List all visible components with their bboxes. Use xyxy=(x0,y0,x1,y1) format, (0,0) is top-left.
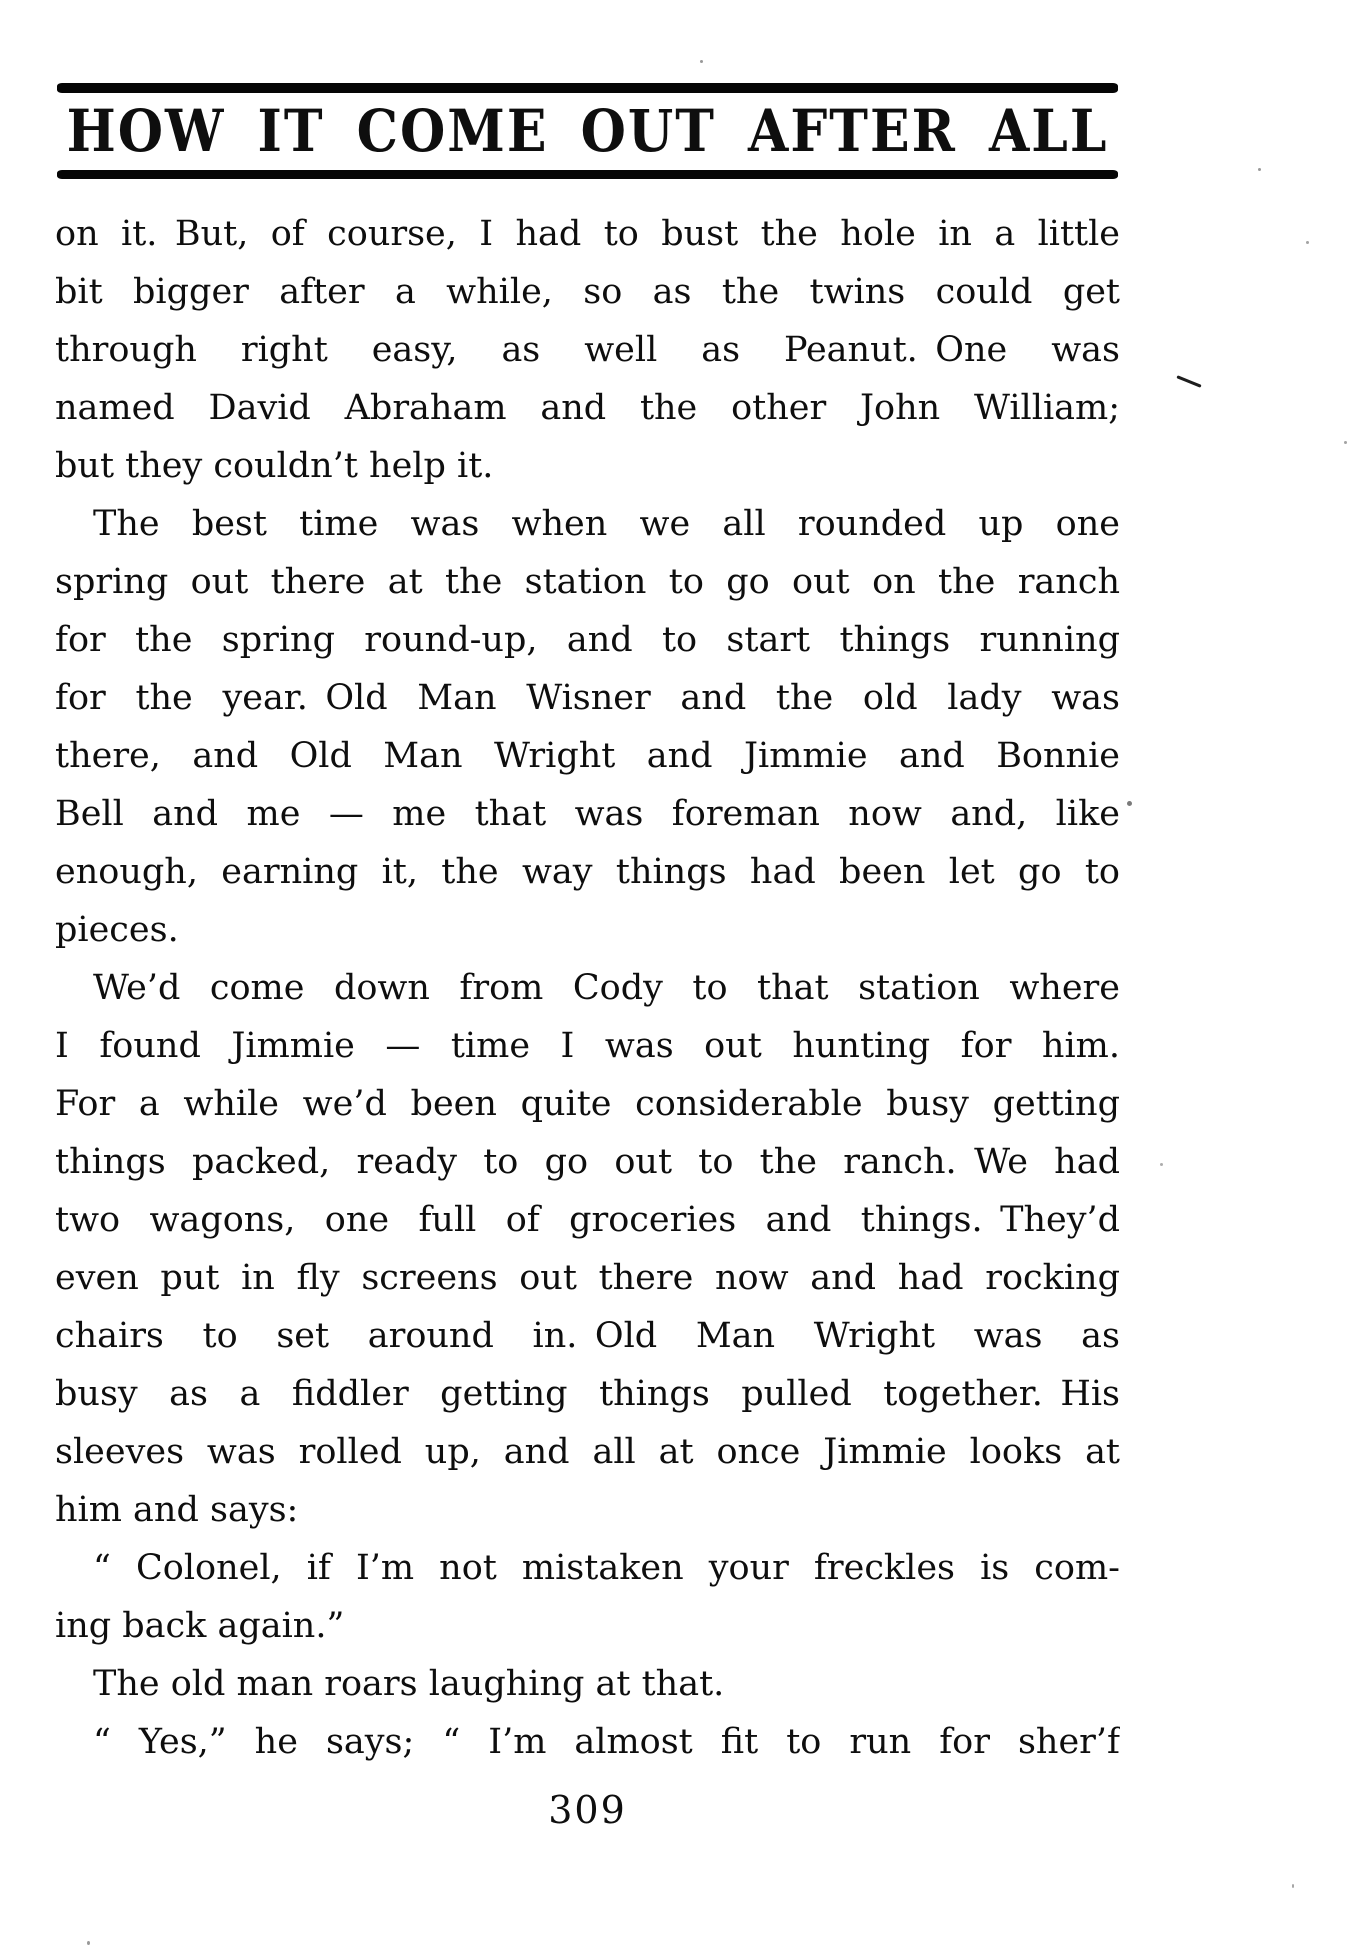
text-column xyxy=(55,83,1120,1771)
text-line: two wagons, one full of groceries and things. They’d xyxy=(55,1200,1120,1240)
text-line: I found Jimmie — time I was out hunting for him. xyxy=(55,1026,1120,1066)
header-rule-top xyxy=(57,83,1118,93)
text-line: named David Abraham and the other John William; xyxy=(55,388,1120,428)
paragraph xyxy=(55,1713,1120,1771)
page-body xyxy=(55,205,1120,1771)
text-line: For a while we’d been quite considerable busy getting xyxy=(55,1084,1120,1124)
text-line: through right easy, as well as Peanut. One was xyxy=(55,330,1120,370)
scan-mark xyxy=(1176,375,1201,388)
text-line: sleeves was rolled up, and all at once Jimmie looks at xyxy=(55,1432,1120,1472)
paragraph xyxy=(55,205,1120,495)
chapter-title: HOW IT COME OUT AFTER ALL xyxy=(66,97,1109,166)
text-line: chairs to set around in. Old Man Wright was as xyxy=(55,1316,1120,1356)
text-line: “ Yes,” he says; “ I’m almost fit to run for sher’f xyxy=(93,1722,1120,1762)
running-head xyxy=(55,93,1120,170)
scan-speck xyxy=(87,1941,90,1945)
text-line: busy as a fiddler getting things pulled together. His xyxy=(55,1374,1120,1414)
text-line: We’d come down from Cody to that station where xyxy=(93,968,1120,1008)
text-line: “ Colonel, if I’m not mistaken your freckles is com- xyxy=(93,1548,1120,1588)
text-line: spring out there at the station to go out on the ranch xyxy=(55,562,1120,602)
paragraph xyxy=(55,1655,1120,1713)
scan-speck xyxy=(1258,168,1261,171)
text-line: on it. But, of course, I had to bust the hole in a little xyxy=(55,214,1120,254)
paragraph xyxy=(55,959,1120,1539)
header-rule-bottom xyxy=(57,170,1118,179)
text-line: for the year. Old Man Wisner and the old lady was xyxy=(55,678,1120,718)
text-line: The old man roars laughing at that. xyxy=(93,1664,725,1704)
text-line: The best time was when we all rounded up one xyxy=(93,504,1120,544)
text-line: there, and Old Man Wright and Jimmie and Bonnie xyxy=(55,736,1120,776)
text-line: ing back again.” xyxy=(55,1606,345,1646)
scan-speck xyxy=(1306,241,1309,244)
text-line: but they couldn’t help it. xyxy=(55,446,494,486)
scan-speck xyxy=(1160,1163,1163,1166)
scan-speck xyxy=(1344,441,1347,444)
scan-speck xyxy=(1127,801,1132,806)
paragraph xyxy=(55,1539,1120,1655)
page-number: 309 xyxy=(548,1788,627,1832)
scan-speck xyxy=(1292,1884,1294,1888)
text-line: bit bigger after a while, so as the twins could get xyxy=(55,272,1120,312)
scan-speck xyxy=(700,60,703,63)
text-line: him and says: xyxy=(55,1490,299,1530)
text-line: pieces. xyxy=(55,910,179,950)
paragraph xyxy=(55,495,1120,959)
text-line: for the spring round-up, and to start things running xyxy=(55,620,1120,660)
text-line: Bell and me — me that was foreman now and, like xyxy=(55,794,1120,834)
text-line: enough, earning it, the way things had been let go to xyxy=(55,852,1120,892)
text-line: things packed, ready to go out to the ranch. We had xyxy=(55,1142,1120,1182)
text-line: even put in fly screens out there now and had rocking xyxy=(55,1258,1120,1298)
